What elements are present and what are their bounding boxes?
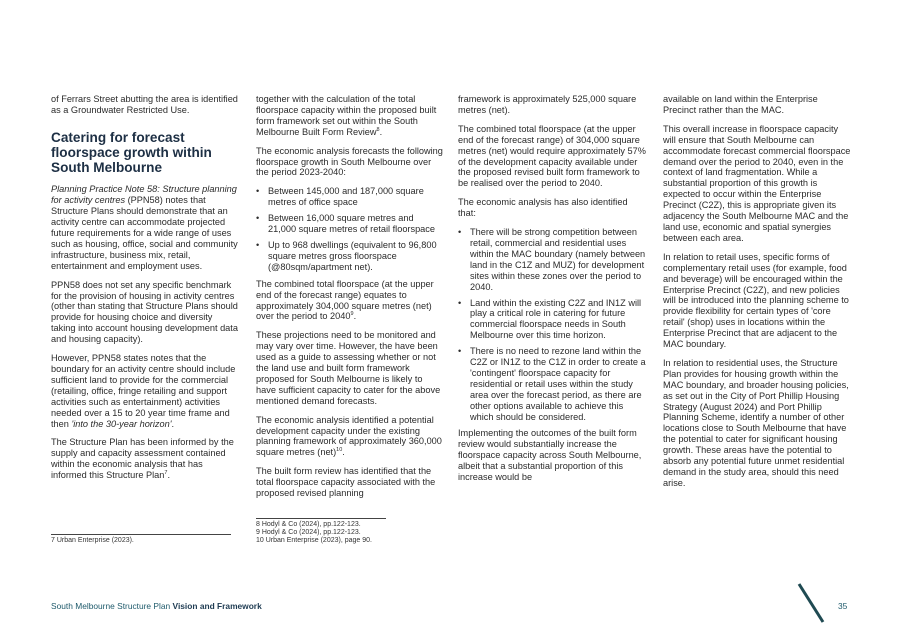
list-item: • Between 145,000 and 187,000 square metres of office space bbox=[256, 186, 424, 208]
paragraph bbox=[51, 437, 239, 481]
list-item: • There is no need to rezone land within the C2Z or IN1Z to the C1Z in order to create a 'contingent' floorspace capacity for residential or retail uses within the study area over the forecast period, as there are other options available to achieve this which should be considered. bbox=[458, 346, 646, 422]
section-heading: Catering for forecast floorspace growth within South Melbourne bbox=[51, 129, 212, 176]
paragraph: available on land within the Enterprise Precinct rather than the MAC. bbox=[663, 94, 818, 115]
paragraph: In relation to residential uses, the Structure Plan provides for housing growth within the MAC boundary, and broader housing policies, as set out in the City of Port Phillip Housing Strategy (August 2024) and Port Phillip Planning Scheme, identify a number of other locations close to South Melbourne that have the potential to cater for significant housing growth. These areas have the potential to absorb any potential future unmet residential demand in the study area, should this need arise. bbox=[663, 357, 849, 488]
paragraph: In relation to retail uses, specific forms of complementary retail uses (for example, food and beverage) will be encouraged within the Enterprise Precinct (C2Z), and new policies will be introduced into the planning scheme to provide flexibility for certain types of 'core retail' (shop) uses in locations within the Enterprise Precinct that are adjacent to the MAC boundary. bbox=[663, 251, 849, 350]
footnote-marker: 10 bbox=[336, 447, 343, 454]
footer-doc-title: South Melbourne Structure Plan bbox=[51, 601, 173, 611]
paragraph: The built form review has identified that the total floorspace capacity associated with the proposed revised planning bbox=[256, 466, 436, 499]
paragraph-text: The Structure Plan has been informed by the supply and capacity assessment contained within the economic analysis that has informed this Structure Plan bbox=[51, 437, 234, 481]
paragraph-text: (PPN58) notes that Structure Plans should demonstrate that an activity centre can accommodate projected future requirements for a wide range of uses such as housing, office, social and community infrastructure, business mix, retail, entertainment and employment uses. bbox=[51, 195, 238, 271]
paragraph-text: together with the calculation of the total floorspace capacity within the proposed built form framework set out within the South Melbourne Built Form Review bbox=[256, 94, 437, 137]
list-item-text: There will be strong competition between retail, commercial and residential uses within the MAC boundary (namely between land in the C1Z and MUZ) for development sites within these zones over the period to 2040. bbox=[470, 227, 646, 292]
footnote: 10 Urban Enterprise (2023), page 90. bbox=[256, 537, 372, 544]
footer-section-title: Vision and Framework bbox=[172, 601, 262, 611]
paragraph-text: The economic analysis identified a potential development capacity under the existing planning framework of approximately 360,000 square metres (net) bbox=[256, 414, 442, 458]
column-1 bbox=[51, 94, 239, 489]
paragraph-text: . bbox=[342, 447, 345, 458]
list-item-text: There is no need to rezone land within the C2Z or IN1Z to the C1Z in order to create a 'contingent' floorspace capacity for residential or retail uses within the study area over the forecast period, as there are other options available to achieve this which should be considered. bbox=[470, 346, 646, 422]
document-title-reference: Planning Practice Note 58: Structure planning for activity centres bbox=[51, 184, 237, 206]
bullet-list bbox=[256, 186, 444, 272]
paragraph: PPN58 does not set any specific benchmark for the provision of housing in activity centres (other than stating that Structure Plans should provide for housing choice and diversity taking into account housing development data and housing capacity). bbox=[51, 279, 238, 345]
column-3 bbox=[458, 94, 646, 491]
paragraph: The economic analysis forecasts the following floorspace growth in South Melbourne over the period 2023-2040: bbox=[256, 145, 443, 178]
paragraph: of Ferrars Street abutting the area is identified as a Groundwater Restricted Use. bbox=[51, 94, 238, 115]
paragraph bbox=[51, 353, 239, 429]
footnote-marker: 9 bbox=[350, 311, 354, 318]
column-2 bbox=[256, 94, 444, 507]
list-item: • Land within the existing C2Z and IN1Z will play a critical role in catering for future commercial floorspace needs in South Melbourne over this time horizon. bbox=[458, 297, 642, 341]
quote-text: 'into the 30-year horizon' bbox=[71, 418, 172, 429]
column-4 bbox=[663, 94, 851, 497]
list-item-text: Between 16,000 square metres and 21,000 square metres of retail floorspace bbox=[268, 213, 435, 235]
list-item: • Between 16,000 square metres and 21,000 square metres of retail floorspace bbox=[256, 213, 435, 235]
footnote: 7 Urban Enterprise (2023). bbox=[51, 537, 134, 544]
footnote: 9 Hodyl & Co (2024), pp.122-123. bbox=[256, 529, 361, 536]
paragraph: The economic analysis has also identified that: bbox=[458, 197, 628, 219]
paragraph-text: . bbox=[379, 126, 383, 137]
paragraph-text: The combined total floorspace (at the upper end of the forecast range) equates to approximately 304,000 square metres (net) over the period to 2040 bbox=[256, 278, 434, 322]
list-item-text: Land within the existing C2Z and IN1Z will play a critical role in catering for future commercial floorspace needs in South Melbourne over this time horizon. bbox=[470, 297, 642, 341]
list-item: • Up to 968 dwellings (equivalent to 96,800 square metres gross floorspace (@80sqm/apartment net). bbox=[256, 239, 437, 272]
footnote-divider bbox=[51, 534, 231, 535]
paragraph-text: However, PPN58 states notes that the boundary for an activity centre should include sufficient land to provide for the commercial (retailing, office, fringe retailing and support activities such as entertainment) activities needed over a 15 to 20 year time frame and then bbox=[51, 353, 236, 429]
paragraph-text: . bbox=[167, 470, 170, 481]
paragraph: This overall increase in floorspace capacity will ensure that South Melbourne can accommodate forecast commercial floorspace demand over the period to 2040, even in the context of land fragmentation. While a substantial proportion of this growth is expected to occur within the Enterprise Precinct (C2Z), this is appropriate given its adjacency the South Melbourne MAC and the land use, economic and spatial synergies between each area. bbox=[663, 123, 851, 243]
bullet-list bbox=[458, 227, 646, 422]
list-item-text: Between 145,000 and 187,000 square metres of office space bbox=[268, 186, 424, 208]
list-item: • There will be strong competition between retail, commercial and residential uses within the MAC boundary (namely between land in the C1Z and MUZ) for development sites within these zones over the period to 2040. bbox=[458, 227, 646, 292]
brand-slash-icon bbox=[797, 582, 827, 624]
paragraph bbox=[51, 184, 239, 271]
footnote-marker: 7 bbox=[164, 470, 168, 477]
footnote-divider bbox=[256, 518, 386, 519]
paragraph: Implementing the outcomes of the built form review would substantially increase the floorspace capacity across South Melbourne, albeit that a substantial proportion of this increase would be bbox=[458, 428, 642, 483]
paragraph: framework is approximately 525,000 square metres (net). bbox=[458, 94, 637, 115]
paragraph-text: . bbox=[171, 418, 175, 429]
page-number: 35 bbox=[838, 601, 848, 611]
paragraph bbox=[256, 279, 444, 323]
list-item-text: Up to 968 dwellings (equivalent to 96,800 square metres gross floorspace (@80sqm/apartment net). bbox=[268, 239, 437, 272]
paragraph: The combined total floorspace (at the upper end of the forecast range) of 304,000 square metres (net) would require approximately 57% of the development capacity available under the proposed revised built form framework to be realised over the period to 2040. bbox=[458, 123, 646, 189]
page-footer-title bbox=[51, 601, 262, 611]
paragraph: These projections need to be monitored and may vary over time. However, the have been used as a guide to assessing whether or not the land use and built form framework proposed for South Melbourne is likely to have sufficient capacity to cater for the above mentioned demand forecasts. bbox=[256, 330, 441, 406]
paragraph bbox=[256, 94, 444, 138]
paragraph-text: . bbox=[353, 311, 357, 322]
paragraph bbox=[256, 415, 444, 459]
footnote: 8 Hodyl & Co (2024), pp.122-123. bbox=[256, 521, 361, 528]
footnote-marker: 8 bbox=[376, 126, 380, 133]
